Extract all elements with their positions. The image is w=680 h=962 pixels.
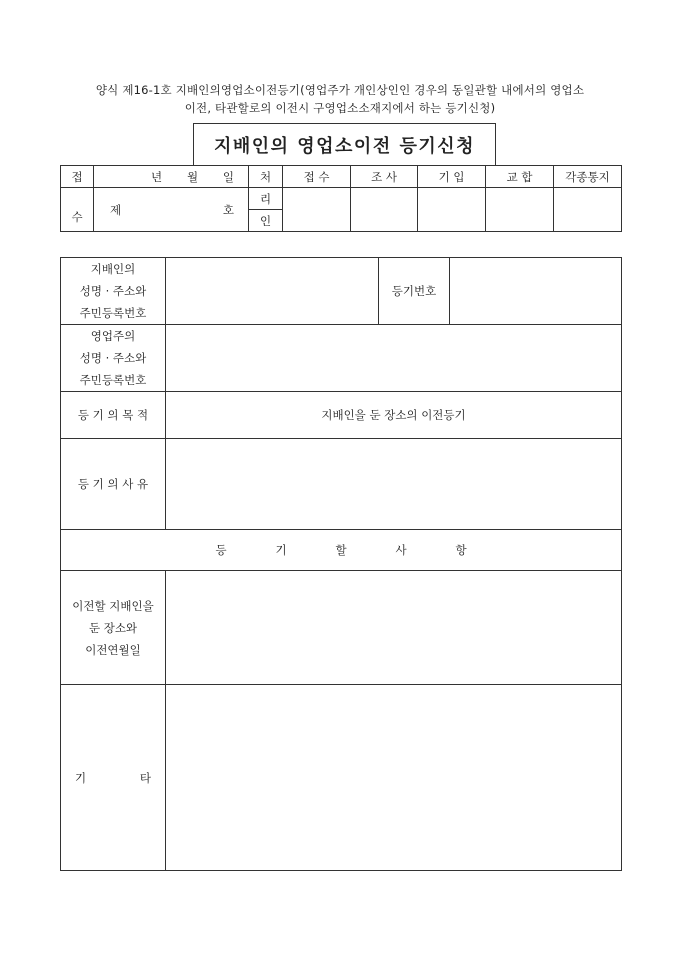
matters-char-1: 등 bbox=[215, 543, 227, 557]
cell-notices[interactable] bbox=[554, 188, 622, 232]
number-suffix: 호 bbox=[222, 202, 234, 217]
form-header-line-2: 이전, 타관할로의 이전시 구영업소소재지에서 하는 등기신청) bbox=[184, 101, 496, 115]
other-field[interactable] bbox=[166, 685, 622, 871]
matters-char-3: 할 bbox=[335, 543, 347, 557]
receipt-date[interactable] bbox=[94, 166, 249, 188]
form-header-line-1: 양식 제16-1호 지배인의영업소이전등기(영업주가 개인상인인 경우의 동일관할 내에서의 영업소 bbox=[95, 83, 585, 97]
month-label: 월 bbox=[186, 169, 199, 184]
cell-gyohap[interactable] bbox=[486, 188, 554, 232]
receipt-ri: 리 bbox=[249, 188, 283, 210]
matters-char-2: 기 bbox=[275, 543, 287, 557]
cell-josa[interactable] bbox=[351, 188, 418, 232]
purpose-label: 등 기 의 목 적 bbox=[61, 392, 166, 439]
manager-label-line-1: 지배인의 bbox=[90, 262, 136, 276]
relocation-label-line-1: 이전할 지배인을 bbox=[72, 598, 154, 613]
manager-label-line-3: 주민등록번호 bbox=[79, 306, 147, 320]
matters-char-4: 사 bbox=[395, 543, 407, 557]
header-jeopsu: 접 수 bbox=[283, 166, 351, 188]
header-gyohap: 교 합 bbox=[486, 166, 554, 188]
title-box bbox=[193, 123, 496, 165]
receipt-jeop: 접 bbox=[61, 166, 94, 188]
matters-heading bbox=[61, 530, 622, 571]
other-char-1: 기 bbox=[75, 770, 87, 785]
page-title: 지배인의 영업소이전 등기신청 bbox=[213, 135, 476, 157]
other-label bbox=[61, 685, 166, 871]
relocation-label bbox=[61, 571, 166, 685]
year-label: 년 bbox=[151, 169, 163, 184]
cell-jeopsu[interactable] bbox=[283, 188, 351, 232]
header-notices: 각종통지 bbox=[554, 166, 622, 188]
receipt-number[interactable] bbox=[94, 188, 249, 232]
day-label: 일 bbox=[222, 169, 234, 184]
reg-number-field[interactable] bbox=[450, 258, 622, 325]
relocation-field[interactable] bbox=[166, 571, 622, 685]
owner-label-line-3: 주민등록번호 bbox=[79, 373, 147, 387]
cell-giip[interactable] bbox=[418, 188, 486, 232]
application-form bbox=[60, 257, 622, 871]
receipt-table bbox=[60, 165, 622, 232]
owner-label-line-2: 성명 · 주소와 bbox=[79, 351, 147, 365]
receipt-in: 인 bbox=[249, 210, 283, 232]
manager-label bbox=[61, 258, 166, 325]
receipt-su: 수 bbox=[61, 188, 94, 232]
other-char-2: 타 bbox=[139, 770, 151, 785]
reason-field[interactable] bbox=[166, 439, 622, 530]
header-josa: 조 사 bbox=[351, 166, 418, 188]
relocation-label-line-3: 이전연월일 bbox=[85, 642, 141, 657]
receipt-cheo: 처 bbox=[249, 166, 283, 188]
reason-label: 등 기 의 사 유 bbox=[61, 439, 166, 530]
manager-info-field[interactable] bbox=[166, 258, 379, 325]
relocation-label-line-2: 둔 장소와 bbox=[88, 620, 138, 635]
owner-label bbox=[61, 325, 166, 392]
matters-char-5: 항 bbox=[455, 543, 467, 557]
header-giip: 기 입 bbox=[418, 166, 486, 188]
owner-info-field[interactable] bbox=[166, 325, 622, 392]
manager-label-line-2: 성명 · 주소와 bbox=[79, 284, 147, 298]
purpose-value: 지배인을 둔 장소의 이전등기 bbox=[166, 392, 622, 439]
reg-number-label: 등기번호 bbox=[379, 258, 450, 325]
owner-label-line-1: 영업주의 bbox=[90, 329, 136, 343]
number-prefix: 제 bbox=[110, 202, 122, 217]
